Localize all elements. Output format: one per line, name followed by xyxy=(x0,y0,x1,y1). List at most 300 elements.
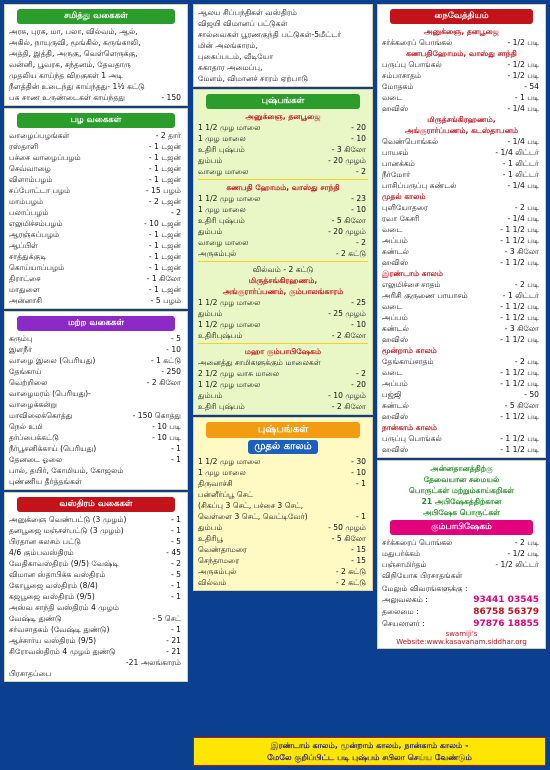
item-name: வெண்பொங்கல் xyxy=(382,137,439,146)
list-item xyxy=(9,273,183,284)
item-name: திருவாச்சி xyxy=(198,479,233,488)
item-quantity: - 5 செட் xyxy=(152,614,181,623)
cloth-list xyxy=(9,514,183,679)
fruits-list xyxy=(9,130,183,306)
item-quantity: - 15 xyxy=(351,545,366,554)
item-quantity: - 1 லிட்டர் xyxy=(502,159,539,168)
item-name: வாழை மாலை xyxy=(198,238,249,247)
item-quantity: - 1/4 படி xyxy=(507,137,539,146)
item-name: ஆப்பிள் xyxy=(9,241,39,250)
list-item xyxy=(382,59,541,70)
right-column xyxy=(377,4,546,761)
item-quantity: - 20 முழம் xyxy=(328,227,366,236)
list-item xyxy=(198,248,368,259)
item-quantity: - 1 டஜன் xyxy=(148,241,181,250)
item-quantity: - 23 xyxy=(351,194,366,203)
item-name: அனுக்ஞை வெண்பட்டு (3 முழம்) xyxy=(9,515,127,524)
item-name: தும்பம் xyxy=(198,523,223,532)
item-name: வெற்றிலை xyxy=(9,378,48,387)
item-quantity: - 3 கிலோ xyxy=(331,145,366,154)
item-name: புளியோதரை xyxy=(382,203,428,212)
cloth-header: வஸ்திரம் வகைகள் xyxy=(17,497,175,512)
flowers-header: புஷ்பங்கள் xyxy=(206,94,360,109)
item-name: ரவா கேசரி xyxy=(382,214,420,223)
item-name: பாசிப்பருப்பு சுண்டல் xyxy=(382,181,457,190)
item-name: பச்சை வாழைப்பழம் xyxy=(9,153,81,162)
item-name: உதிரி புஷ்பம் xyxy=(198,216,245,225)
list-item xyxy=(9,366,183,377)
item-quantity: - 1/4 படி xyxy=(507,104,539,113)
item-quantity: - 1 xyxy=(171,444,181,453)
list-item xyxy=(9,410,183,421)
item-name: தர்ப்பைக்கட்டு xyxy=(9,433,59,442)
item-name: 1 1/2 முழ மாலை xyxy=(198,320,261,329)
item-name: கொய்யாப்பழம் xyxy=(9,263,65,272)
item-quantity: - 2 படி xyxy=(514,538,539,547)
item-quantity: - 1 1/2 படி xyxy=(500,258,539,267)
item-quantity: - 1/2 படி xyxy=(507,71,539,80)
item-quantity: - 2 கிலோ xyxy=(331,331,366,340)
item-quantity xyxy=(181,399,183,410)
item-quantity: - 50 xyxy=(524,390,539,399)
item-quantity: - 1 xyxy=(356,479,366,488)
item-name: வடை xyxy=(382,93,403,102)
list-item xyxy=(9,130,183,141)
list-item xyxy=(9,454,183,465)
item-name: தும்பம் xyxy=(198,309,223,318)
list-item xyxy=(9,152,183,163)
item-quantity: - 10 xyxy=(351,134,366,143)
item-name: தேனடை ஓலை xyxy=(9,455,63,464)
item-name: 1 1/2 முழ மாலை xyxy=(198,380,261,389)
fruits-header: பழ வகைகள் xyxy=(17,113,175,128)
list-item xyxy=(9,525,183,536)
list-item xyxy=(382,180,541,191)
list-item xyxy=(382,367,541,378)
item-name: அப்பம் xyxy=(382,379,408,388)
item-quantity: - 5 பழம் xyxy=(150,296,181,305)
list-item xyxy=(9,443,183,454)
item-name: ஹவிஸ் xyxy=(382,412,409,421)
list-item xyxy=(198,133,368,144)
item-name: அப்பம் xyxy=(382,236,408,245)
item-name: வெண்தாமரை xyxy=(198,545,247,554)
item-quantity xyxy=(181,388,183,399)
item-quantity: - 20 xyxy=(351,380,366,389)
item-name: திராட்சை xyxy=(9,274,41,283)
list-item xyxy=(9,657,183,668)
middle-column xyxy=(193,4,373,736)
item-name: தேங்காய் xyxy=(9,367,42,376)
item-name: சுண்டல் xyxy=(382,324,409,333)
item-quantity: - 5 கிலோ xyxy=(331,216,366,225)
list-item xyxy=(9,251,183,262)
item-quantity: - 1 1/2 படி xyxy=(500,335,539,344)
list-item xyxy=(9,262,183,273)
item-quantity: - 2 xyxy=(356,167,366,176)
list-item xyxy=(198,566,368,577)
item-quantity: - 10 படி xyxy=(152,422,181,431)
item-quantity: - 1 xyxy=(171,581,181,590)
item-name: வடை xyxy=(382,225,403,234)
first-period-label: முதல் காலம் xyxy=(248,440,318,454)
list-item xyxy=(382,323,541,334)
list-item xyxy=(198,308,368,319)
list-item xyxy=(9,514,183,525)
item-name: பானக்கம் xyxy=(382,159,415,168)
list-item xyxy=(382,290,541,301)
item-quantity: - 25 முழம் xyxy=(328,309,366,318)
item-quantity: - 5 கிலோ xyxy=(331,534,366,543)
item-name: 2 1/2 முழ வாசு மாலை xyxy=(198,369,280,378)
item-name: உதிரிபூ xyxy=(198,534,223,543)
item-name: நீர்மோர் xyxy=(382,170,411,179)
item-quantity: - 2 தார் xyxy=(155,131,181,140)
samithu-text: அரசு, புரசு, மா, பலா, வில்வம், ஆல், அகில், நாயுருவி, மூங்கில், கருங்காலி, அத்தி, இத்தி, அருகு, வெள்ளெருக்கு, வன்னி, பூவரசு, சந்தனம், தேவதாரு முதலிய காய்ந்த விறகுகள் 1 அடி நீளத்தின் உடைந்து காய்ந்தது- 1½ கட்டு xyxy=(9,27,145,91)
list-item xyxy=(382,378,541,389)
list-item xyxy=(198,144,368,155)
item-quantity: - 1 1/2 படி xyxy=(500,313,539,322)
list-item xyxy=(198,401,368,412)
list-item xyxy=(198,390,368,401)
item-name: ஆரஞ்சுப்பழம் xyxy=(9,230,60,239)
list-item xyxy=(382,169,541,180)
item-name: உதிரிபுஷ்பம் xyxy=(198,331,243,340)
item-name: செந்தாமரை xyxy=(198,556,240,565)
phone-2[interactable]: 86758 56379 xyxy=(473,607,539,617)
list-item xyxy=(382,356,541,367)
naivedyam-list-7 xyxy=(382,433,541,455)
list-item xyxy=(198,533,368,544)
flowers-list-3 xyxy=(198,297,368,341)
list-item xyxy=(198,297,368,308)
item-name: நீர்பூசனிக்காய் (பெரியது) xyxy=(9,444,97,453)
item-name: பன்னீர்ப்பூ செட் xyxy=(198,490,253,499)
list-item xyxy=(198,555,368,566)
item-quantity: - 250 xyxy=(161,367,181,376)
item-quantity: - 1/4 படி xyxy=(507,181,539,190)
list-item xyxy=(198,489,368,500)
item-name: அன்னாசி xyxy=(9,296,43,305)
list-item xyxy=(382,400,541,411)
item-name: சர்வசாதகம் (வேஷ்டி துண்டு) xyxy=(9,625,110,634)
list-item xyxy=(198,237,368,248)
list-item xyxy=(382,279,541,290)
item-quantity: - 5 xyxy=(171,537,181,546)
item-quantity: - 20 முழம் xyxy=(328,156,366,165)
item-name: கோபூஜை வஸ்திரம் (8/4) xyxy=(9,581,98,590)
list-item xyxy=(9,476,183,487)
item-name: மதுபர்க்கம் xyxy=(382,549,421,558)
item-name: புண்ணிய தீர்த்தங்கள் xyxy=(9,477,82,486)
item-quantity: - 2 xyxy=(171,208,181,217)
item-quantity: - 1 1/2 படி xyxy=(500,302,539,311)
item-quantity: - 2 கட்டு xyxy=(335,567,366,576)
item-name: கஜபூஜை வஸ்திரம் (9/5) xyxy=(9,592,95,601)
item-quantity: - 10 xyxy=(351,468,366,477)
item-quantity: - 30 xyxy=(351,457,366,466)
item-quantity xyxy=(181,668,183,679)
naivedyam-list-6 xyxy=(382,356,541,422)
item-quantity: - 10 டஜன் xyxy=(144,219,181,228)
others-list xyxy=(9,333,183,487)
item-name: விநியோக பிரசாதங்கள் xyxy=(382,571,463,580)
item-quantity: - 1 டஜன் xyxy=(148,164,181,173)
list-item xyxy=(198,215,368,226)
list-item xyxy=(198,456,368,467)
list-item xyxy=(382,537,541,548)
item-name: (சிகப்பு 3 செட், பச்சை 3 செட், xyxy=(198,501,304,510)
item-name: சாத்துக்குடி xyxy=(9,252,47,261)
item-name: சப்போட்டா பழம் xyxy=(9,186,71,195)
item-name: சுண்டல் xyxy=(382,247,409,256)
item-quantity xyxy=(366,500,368,511)
note-section: அன்னதானத்திற்கு தேவையான சமையல் பொருட்கள் மற்றும்காய்கறிகள் 21 அபிஷேகத்திற்கான அபிஷேக பொருட்கள் கும்பாபிஷேகம் சர்க்கரைப் பொங்கல் - 2 படி மதுபர்க்கம் - 1/2 படி பஞ்சாமிர்தம் - 1/2 லிட்டர் விநியோக பிரசாதங்கள் மேலும் விவரங்களுக்கு : அலுவலகம் : 93441 03545 தலைமை : 86758 56379 செயலாளர் : 97876 18855 swamiji's Website:www.kasavanam.siddhar.org xyxy=(377,460,546,649)
naivedyam-list-5 xyxy=(382,279,541,345)
item-quantity: - 2 படி xyxy=(514,280,539,289)
item-name: மோதகம் xyxy=(382,82,414,91)
list-item xyxy=(9,646,183,657)
flowers-list-4 xyxy=(198,368,368,412)
list-item xyxy=(382,213,541,224)
naivedyam-list-1 xyxy=(382,37,541,48)
item-quantity: - 1 1/2 படி xyxy=(500,225,539,234)
item-name: செவ்வாழை xyxy=(9,164,51,173)
flowers-list-2 xyxy=(198,193,368,259)
item-quantity: - 1 1/2 படி xyxy=(500,445,539,454)
item-name: 1 முழ மாலை xyxy=(198,134,246,143)
list-item xyxy=(382,548,541,559)
item-name: நெல் உமி xyxy=(9,422,43,431)
phone-3[interactable]: 97876 18855 xyxy=(473,619,539,629)
item-name: தும்பம் xyxy=(198,391,223,400)
item-quantity: - 1 1/2 படி xyxy=(500,236,539,245)
item-quantity: - 2 xyxy=(356,369,366,378)
item-quantity: - 1 xyxy=(171,592,181,601)
item-quantity xyxy=(181,465,183,476)
item-name: பால், தயிர், கோமியம், கோஜலம் xyxy=(9,466,124,475)
item-name: தும்பம் xyxy=(198,227,223,236)
phone-1[interactable]: 93441 03545 xyxy=(473,595,539,605)
item-quantity: - 50 முழம் xyxy=(328,523,366,532)
item-name: அருகம்புல் xyxy=(198,567,237,576)
kumbabhishekam-header: கும்பாபிஷேகம் xyxy=(390,520,533,535)
naivedyam-list-3 xyxy=(382,136,541,191)
item-name: கரும்பு xyxy=(9,334,33,343)
flowers2-header: புஷ்பங்கள் xyxy=(206,422,360,438)
item-quantity: - 1 டஜன் xyxy=(148,263,181,272)
list-item xyxy=(382,312,541,323)
list-item xyxy=(382,81,541,92)
item-quantity: - 1/2 படி xyxy=(507,60,539,69)
samithu-header: சமித்து வகைகள் xyxy=(17,9,175,24)
list-item xyxy=(198,467,368,478)
item-quantity: - 1 டஜன் xyxy=(148,230,181,239)
item-name: மாதுளை xyxy=(9,285,40,294)
list-item xyxy=(9,355,183,366)
list-item xyxy=(9,569,183,580)
list-item xyxy=(198,379,368,390)
list-item xyxy=(9,421,183,432)
item-name: இளநீர் xyxy=(9,345,33,354)
item-name: சம்பாசாதம் xyxy=(382,71,422,80)
list-item xyxy=(198,319,368,330)
item-name: ஹவிஸ் xyxy=(382,445,409,454)
item-quantity: - 1 xyxy=(171,515,181,524)
item-quantity xyxy=(181,602,183,613)
list-item xyxy=(9,465,183,476)
item-quantity: - 10 முழம் xyxy=(328,391,366,400)
item-name: வில்வம் xyxy=(198,578,227,587)
list-item xyxy=(9,580,183,591)
item-name: வாழை இலை (பெரியது) xyxy=(9,356,96,365)
samithu-row: பசு சாண உருண்டைகள் காய்ந்தது - 150 xyxy=(9,93,181,102)
list-item xyxy=(382,444,541,455)
item-name: ஹவிஸ் xyxy=(382,335,409,344)
list-item xyxy=(9,558,183,569)
item-name: வாழை மாலை xyxy=(198,167,249,176)
list-item xyxy=(382,301,541,312)
item-name: அரிசி குருணை பாயாசம் xyxy=(382,291,468,300)
list-item xyxy=(198,204,368,215)
item-quantity: - 2 கிலோ xyxy=(331,402,366,411)
item-quantity: - 54 xyxy=(524,82,539,91)
item-name: விமான ஸ்தாபிக்க வஸ்திரம் xyxy=(9,570,106,579)
item-quantity: - 15 பழம் xyxy=(145,186,181,195)
list-item xyxy=(9,240,183,251)
item-name: சிரோவஸ்திரம் 4 முழம் துண்டு xyxy=(9,647,116,656)
list-item xyxy=(382,334,541,345)
list-item xyxy=(9,207,183,218)
flowers-list-1 xyxy=(198,122,368,177)
list-item xyxy=(382,246,541,257)
item-quantity: - 1 1/2 படி xyxy=(500,368,539,377)
item-name: ஹவிஸ் xyxy=(382,104,409,113)
item-name: பிரதான கலசம் பட்டு xyxy=(9,537,81,546)
item-name: சர்க்கரைப் பொங்கல் xyxy=(382,38,453,47)
list-item xyxy=(198,511,368,522)
item-name: உதிரி புஷ்பம் xyxy=(198,402,245,411)
flowers-section: புஷ்பங்கள் அனுக்ஞை, தனபூஜை 1 1/2 முழ மாலை - 20 1 முழ மாலை - 10 உதிரி புஷ்பம் - 3 கிலோ தும்பம் - 20 முழம் வாழை மாலை - 2 கணபதி ஹோமம், வாஸ்து சாந்தி 1 1/2 முழ மாலை - 23 1 முழ மாலை - 10 உதிரி புஷ்பம் - 5 கிலோ தும்பம் - 20 முழம் வாழை மாலை - 2 அருகம்புல் - 2 கட்டு வில்வம் - 2 கட்டு மிருத்சங்கிரஹணம், அங்குரார்ப்பணம், கும்பாலங்காரம் 1 1/2 முழ மாலை - 25 தும்பம் - 25 முழம் 1 1/2 முழ மாலை - 10 உதிரிபுஷ்பம் - 2 கிலோ மஹா கும்பாபிஷேகம் அனைத்து சாமிகளுக்கும் மாலைகள் 2 1/2 முழ வாசு மாலை - 2 1 1/2 முழ மாலை - 20 தும்பம் - 10 முழம் உதிரி புஷ்பம் - 2 கிலோ xyxy=(193,89,373,415)
item-name: அஸ்வ சாந்தி வஸ்திரம் 4 முழம் xyxy=(9,603,119,612)
others-header: மற்ற வகைகள் xyxy=(17,316,175,331)
item-name: பலாப்பழம் xyxy=(9,208,49,217)
item-name: விளாம்பழம் xyxy=(9,175,53,184)
item-name: அப்பம் xyxy=(382,313,408,322)
list-item xyxy=(9,185,183,196)
item-quantity: - 1/2 படி xyxy=(507,549,539,558)
list-item xyxy=(9,547,183,558)
item-name: தும்பம் xyxy=(198,156,223,165)
item-quantity: - 10 படி xyxy=(152,433,181,442)
item-name: உதிரி புஷ்பம் xyxy=(198,145,245,154)
item-name: பாயசம் xyxy=(382,148,409,157)
list-item xyxy=(198,226,368,237)
item-quantity: - 45 xyxy=(166,548,181,557)
item-quantity: - 10 xyxy=(166,345,181,354)
item-quantity: - 2 கட்டு xyxy=(335,578,366,587)
list-item xyxy=(9,399,183,410)
item-name: வடை xyxy=(382,302,403,311)
item-quantity: - 1/2 படி xyxy=(507,38,539,47)
item-quantity: - 1 டஜன் xyxy=(148,175,181,184)
item-quantity: - 15 xyxy=(351,556,366,565)
list-item xyxy=(382,389,541,400)
list-item xyxy=(9,388,183,399)
list-item xyxy=(382,559,541,570)
item-name: மாம்பழம் xyxy=(9,197,44,206)
list-item xyxy=(198,500,368,511)
list-item xyxy=(9,602,183,613)
cloth-section xyxy=(4,492,188,682)
item-name: வேதிகாவஸ்திரம் (9/5) வேஷ்டி xyxy=(9,559,119,568)
item-quantity: - 1 லிட்டர் xyxy=(502,291,539,300)
list-item xyxy=(9,218,183,229)
list-item xyxy=(382,224,541,235)
list-item xyxy=(9,591,183,602)
item-quantity: - 25 xyxy=(351,298,366,307)
item-quantity: - 20 xyxy=(351,123,366,132)
item-quantity: - 21 xyxy=(166,647,181,656)
item-name: வடை xyxy=(382,368,403,377)
naivedyam-list-2 xyxy=(382,59,541,114)
middle-top-text: ஆலய சிப்பந்திகள் வஸ்திரம் விஜயி விமானப் பட்டுகள் சால்வைகள் பூரணகுந்தி பட்டுகள்-5மீட்டர் மின் அலங்காரம், புகைப்படம், வீடியோ சுகாதார அமைப்பு, மேளம், விமானச் சாரம் ஏற்பாடு xyxy=(193,4,373,87)
list-item xyxy=(9,284,183,295)
item-quantity: - 1 டஜன் xyxy=(148,252,181,261)
item-quantity: - 1 கிலோ xyxy=(146,274,181,283)
item-quantity: - 1 டஜன் xyxy=(148,153,181,162)
item-name: எலுமிச்சை சாதம் xyxy=(382,280,441,289)
item-name: தனபூஜை மஞ்சள்பட்டு (3 முழம்) xyxy=(9,526,124,535)
list-item xyxy=(382,433,541,444)
item-quantity: - 1 xyxy=(171,625,181,634)
item-quantity: - 5 கிலோ xyxy=(504,401,539,410)
item-quantity: -21 அலங்காரம் xyxy=(125,658,181,667)
list-item xyxy=(9,344,183,355)
list-item xyxy=(9,163,183,174)
list-item xyxy=(382,570,541,581)
item-name: 1 1/2 முழ மாலை xyxy=(198,194,261,203)
list-item xyxy=(9,432,183,443)
list-item xyxy=(382,136,541,147)
item-name: 1 1/2 முழ மாலை xyxy=(198,123,261,132)
item-quantity: - 21 xyxy=(166,636,181,645)
item-name: எலுமிச்சம்பழம் xyxy=(9,219,63,228)
website-link[interactable]: swamiji's Website:www.kasavanam.siddhar.org xyxy=(396,630,527,646)
contact-block: மேலும் விவரங்களுக்கு : அலுவலகம் : 93441 03545 தலைமை : 86758 56379 செயலாளர் : 97876 18855 swamiji's Website:www.kasavanam.siddhar.org xyxy=(382,584,539,646)
list-item xyxy=(9,196,183,207)
item-name: ஆச்சார்ய வஸ்திரம் (9/5) xyxy=(9,636,97,645)
list-item xyxy=(382,147,541,158)
item-name: பிரசாதப்பை xyxy=(9,669,52,678)
item-quantity: - 1 படி xyxy=(514,93,539,102)
item-quantity: - 3 கிலோ xyxy=(504,247,539,256)
item-quantity: - 2 கட்டு xyxy=(335,249,366,258)
item-quantity: - 3 கிலோ xyxy=(504,324,539,333)
list-item xyxy=(198,193,368,204)
item-name: பருப்பு பொங்கல் xyxy=(382,60,442,69)
list-item xyxy=(9,174,183,185)
item-quantity: - 5 xyxy=(171,334,181,343)
list-item xyxy=(198,122,368,133)
item-quantity: - 2 xyxy=(171,559,181,568)
list-item xyxy=(9,333,183,344)
list-item xyxy=(9,229,183,240)
list-item xyxy=(198,166,368,177)
item-quantity: - 1/4 படி xyxy=(507,214,539,223)
list-item xyxy=(382,202,541,213)
item-quantity: - 5 xyxy=(171,570,181,579)
